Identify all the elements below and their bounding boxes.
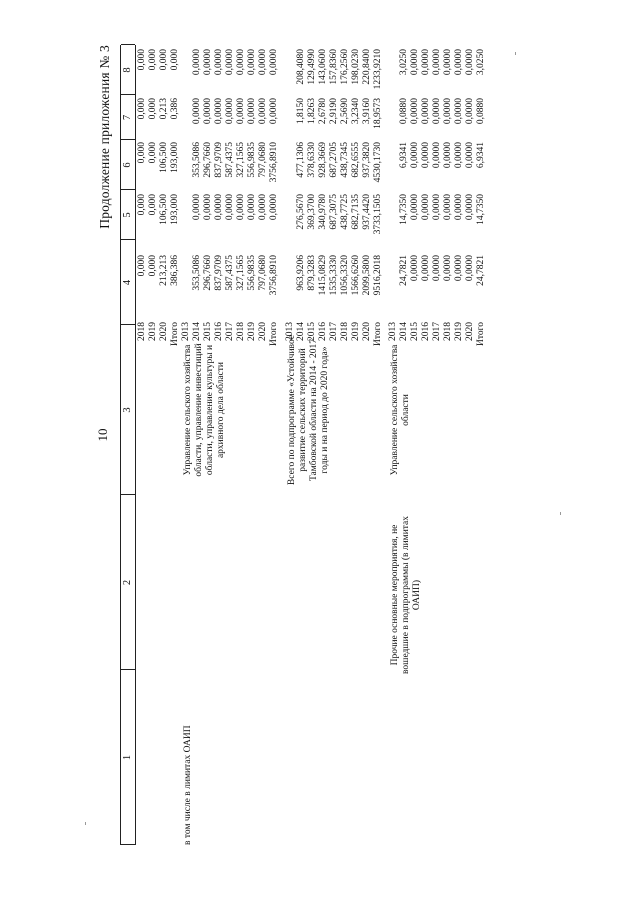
value-cell: 198,0230	[351, 49, 361, 85]
value-column-6	[181, 142, 280, 190]
value-cell: 0,0000	[432, 98, 442, 125]
year-cell: 2017	[329, 322, 339, 341]
value-cell: 3,0250	[476, 49, 486, 76]
value-cell: 340,9780	[318, 194, 328, 230]
value-cell: 0,0000	[443, 142, 453, 169]
value-cell: 353,5086	[192, 142, 202, 178]
year-cell: Итого	[269, 322, 279, 347]
value-cell: 296,7660	[203, 255, 213, 291]
row-label: Прочие основные мероприятия, не вошедшие в подпрограммы (в лимитах ОАИП)	[390, 515, 422, 675]
value-cell	[181, 98, 192, 138]
year-column	[388, 322, 487, 350]
value-cell: 0,0000	[203, 194, 213, 221]
year-cell: 2019	[454, 322, 464, 341]
value-cell: 0,000	[137, 255, 147, 277]
value-cell: 0,000	[148, 194, 158, 216]
value-cell: 0,0000	[465, 194, 475, 221]
value-cell: 193,000	[170, 194, 180, 225]
value-cell: 0,213	[159, 98, 169, 120]
value-cell: 0,0000	[443, 98, 453, 125]
value-cell	[388, 194, 399, 242]
value-cell: 1,8263	[307, 98, 317, 125]
value-column-5	[137, 194, 181, 242]
value-cell: 587,4375	[225, 142, 235, 178]
table-row-group	[388, 45, 490, 845]
value-cell: 0,0000	[443, 49, 453, 76]
value-cell: 0,0000	[454, 194, 464, 221]
value-cell: 1535,3330	[329, 255, 339, 296]
value-column-7	[181, 98, 280, 138]
value-cell: 0,0000	[432, 49, 442, 76]
value-cell: 0,0000	[465, 142, 475, 169]
value-cell: 143,0600	[318, 49, 328, 85]
year-cell: 2020	[159, 322, 169, 341]
value-cell: 0,0000	[421, 142, 431, 169]
year-cell: Итого	[476, 322, 486, 347]
value-cell: 0,0000	[214, 98, 224, 125]
year-column	[181, 322, 280, 350]
value-cell: 2,5690	[340, 98, 350, 125]
value-cell	[285, 194, 296, 242]
year-cell: 2014	[296, 322, 306, 341]
value-cell: 3,0250	[399, 49, 409, 76]
value-cell: 0,0000	[454, 142, 464, 169]
value-column-5	[285, 194, 384, 242]
row-label: в том числе в лимитах ОАИП	[183, 725, 193, 845]
value-cell: 0,0000	[465, 98, 475, 125]
value-cell: 687,2705	[329, 142, 339, 178]
responsible-executor: Управление сельского хозяйства области	[390, 344, 411, 476]
value-cell: 682,6555	[351, 142, 361, 178]
value-cell: 0,000	[137, 142, 147, 164]
value-cell: 0,000	[148, 142, 158, 164]
value-cell: 0,0000	[236, 98, 246, 125]
year-column	[137, 322, 181, 350]
year-cell: 2017	[432, 322, 442, 341]
year-cell: 2015	[203, 322, 213, 341]
value-cell: 0,0000	[454, 255, 464, 282]
value-cell: 0,0880	[476, 98, 486, 125]
value-cell: 0,000	[137, 49, 147, 71]
value-cell: 378,6330	[307, 142, 317, 178]
value-cell: 0,000	[137, 194, 147, 216]
value-cell: 937,4420	[362, 194, 372, 230]
value-cell: 0,0000	[465, 255, 475, 282]
value-cell: 837,9709	[214, 142, 224, 178]
year-cell: 2018	[236, 322, 246, 341]
value-cell: 0,0000	[225, 49, 235, 76]
value-cell: 837,9709	[214, 255, 224, 291]
rotated-table-sheet	[45, 40, 605, 845]
value-cell	[181, 49, 192, 93]
value-column-8	[285, 49, 384, 93]
value-cell: 0,0000	[421, 255, 431, 282]
value-cell: 129,4990	[307, 49, 317, 85]
value-cell: 0,0000	[203, 98, 213, 125]
value-cell: 327,1565	[236, 142, 246, 178]
value-cell	[285, 255, 296, 305]
value-cell: 0,0000	[443, 255, 453, 282]
year-cell: 2015	[410, 322, 420, 341]
value-cell: 296,7660	[203, 142, 213, 178]
year-cell: 2013	[181, 322, 191, 341]
value-cell: 0,0000	[443, 194, 453, 221]
value-column-5	[181, 194, 280, 242]
value-cell: 0,0000	[410, 255, 420, 282]
value-cell: 353,5086	[192, 255, 202, 291]
column-number-header	[120, 45, 136, 845]
subprogram-total-label: Всего по подпрограмме «Устойчивое развитие сельских территорий Тамбовской области на 2014 - 2017 годы и на период до 2020 года»	[287, 334, 330, 486]
value-cell: 157,8360	[329, 49, 339, 85]
value-cell: 6,9341	[476, 142, 486, 169]
value-cell: 0,0000	[269, 194, 279, 221]
value-cell: 797,0680	[258, 142, 268, 178]
value-cell: 0,0000	[214, 194, 224, 221]
value-cell: 0,0000	[432, 194, 442, 221]
value-cell	[181, 142, 192, 190]
scan-speck	[85, 822, 86, 825]
column-divider	[121, 44, 135, 45]
value-cell: 14,7350	[476, 194, 486, 225]
value-column-6	[137, 142, 181, 190]
year-cell: 2020	[258, 322, 268, 341]
year-cell: 2019	[351, 322, 361, 341]
value-cell: 386,386	[170, 255, 180, 286]
header-col-2: 2	[122, 579, 133, 586]
year-cell: Итого	[170, 322, 180, 347]
value-cell: 1415,0829	[318, 255, 328, 296]
value-cell: 0,0000	[247, 98, 257, 125]
table-row-group	[285, 45, 387, 845]
value-column-7	[285, 98, 384, 138]
value-cell: 1,8150	[296, 98, 306, 125]
value-cell: 687,3075	[329, 194, 339, 230]
value-cell: 0,0000	[203, 49, 213, 76]
year-cell: 2013	[388, 322, 398, 341]
value-cell: 438,7345	[340, 142, 350, 178]
value-cell: 0,0000	[247, 49, 257, 76]
value-cell: 0,000	[148, 49, 158, 71]
value-column-4	[137, 255, 181, 305]
value-cell: 0,0000	[432, 142, 442, 169]
value-cell	[181, 255, 192, 305]
year-cell: 2016	[421, 322, 431, 341]
value-cell: 106,500	[159, 194, 169, 225]
value-cell: 2,6780	[318, 98, 328, 125]
value-cell: 0,0000	[454, 49, 464, 76]
year-cell: 2018	[137, 322, 147, 341]
value-cell: 0,0000	[258, 49, 268, 76]
value-cell: 0,0000	[236, 49, 246, 76]
value-cell: 1056,3320	[340, 255, 350, 296]
year-cell: 2015	[307, 322, 317, 341]
value-cell: 0,000	[148, 255, 158, 277]
value-cell: 208,4080	[296, 49, 306, 85]
value-cell: 438,7725	[340, 194, 350, 230]
value-cell: 0,000	[159, 49, 169, 71]
value-cell	[181, 194, 192, 242]
year-cell: 2018	[340, 322, 350, 341]
value-cell: 0,000	[148, 98, 158, 120]
value-cell: 937,3820	[362, 142, 372, 178]
value-cell: 0,0000	[225, 194, 235, 221]
value-cell: 0,0000	[410, 142, 420, 169]
year-cell: 2020	[465, 322, 475, 341]
value-column-6	[388, 142, 487, 190]
value-cell: 797,0680	[258, 255, 268, 291]
value-column-8	[137, 49, 181, 93]
value-cell: 4530,1730	[373, 142, 383, 183]
value-cell: 928,3669	[318, 142, 328, 178]
year-cell: 2014	[192, 322, 202, 341]
value-column-5	[388, 194, 487, 242]
year-cell: Итого	[373, 322, 383, 347]
year-cell: 2016	[214, 322, 224, 341]
value-cell: 0,0880	[399, 98, 409, 125]
value-cell: 3,9160	[362, 98, 372, 125]
year-cell: 2017	[225, 322, 235, 341]
header-col-8: 8	[122, 67, 133, 73]
value-cell: 0,0000	[454, 98, 464, 125]
value-cell: 0,0000	[269, 49, 279, 76]
value-cell: 0,0000	[192, 194, 202, 221]
value-cell: 0,0000	[465, 49, 475, 76]
value-cell: 1233,9210	[373, 49, 383, 90]
value-column-4	[181, 255, 280, 305]
value-cell: 0,0000	[421, 98, 431, 125]
value-cell: 0,0000	[421, 194, 431, 221]
year-column	[285, 322, 384, 350]
value-cell: 0,0000	[432, 255, 442, 282]
header-col-6: 6	[122, 162, 133, 168]
page-number: 10	[95, 428, 110, 442]
value-cell: 0,000	[137, 98, 147, 120]
value-column-7	[137, 98, 181, 138]
value-cell: 0,000	[170, 49, 180, 71]
value-cell: 14,7350	[399, 194, 409, 225]
value-cell: 0,0000	[236, 194, 246, 221]
value-cell: 2,9190	[329, 98, 339, 125]
value-cell	[388, 255, 399, 305]
year-cell: 2014	[399, 322, 409, 341]
value-cell: 3733,1505	[373, 194, 383, 235]
value-cell: 276,5670	[296, 194, 306, 230]
year-cell: 2019	[148, 322, 158, 341]
value-cell	[388, 49, 399, 93]
value-column-4	[388, 255, 487, 305]
value-cell: 0,0000	[192, 98, 202, 125]
value-cell: 0,0000	[247, 194, 257, 221]
value-cell: 106,500	[159, 142, 169, 173]
value-cell: 0,0000	[421, 49, 431, 76]
value-column-4	[285, 255, 384, 305]
header-col-5: 5	[122, 212, 133, 218]
value-column-7	[388, 98, 487, 138]
value-cell: 879,3283	[307, 255, 317, 291]
responsible-executor: Управление сельского хозяйства области, управление инвестиций области, управление культуры и архивного дела области	[183, 343, 226, 477]
year-cell: 2013	[285, 322, 295, 341]
value-cell: 9516,2018	[373, 255, 383, 296]
value-cell: 3756,8910	[269, 255, 279, 296]
value-cell: 0,0000	[269, 98, 279, 125]
value-cell	[285, 98, 296, 138]
value-cell: 0,0000	[410, 49, 420, 76]
value-cell: 3,2340	[351, 98, 361, 125]
value-cell: 1566,6260	[351, 255, 361, 296]
value-cell: 963,9206	[296, 255, 306, 291]
value-cell: 0,0000	[410, 98, 420, 125]
value-cell: 0,0000	[225, 98, 235, 125]
value-cell	[388, 142, 399, 190]
header-col-4: 4	[122, 279, 133, 286]
value-cell: 0,0000	[410, 194, 420, 221]
table-row-group	[181, 45, 283, 845]
header-col-3: 3	[122, 407, 133, 413]
value-cell: 193,000	[170, 142, 180, 173]
value-cell: 0,386	[170, 98, 180, 120]
value-cell: 3756,8910	[269, 142, 279, 183]
value-cell	[388, 98, 399, 138]
value-cell: 176,2560	[340, 49, 350, 85]
value-cell: 0,0000	[258, 98, 268, 125]
header-col-7: 7	[122, 114, 133, 121]
value-cell	[285, 142, 296, 190]
value-cell: 0,0000	[192, 49, 202, 76]
value-cell: 556,9835	[247, 255, 257, 291]
value-cell: 220,8400	[362, 49, 372, 85]
value-cell: 587,4375	[225, 255, 235, 291]
table-row-group	[137, 45, 193, 845]
scan-speck	[515, 52, 516, 55]
value-cell: 327,1565	[236, 255, 246, 291]
value-column-8	[181, 49, 280, 93]
value-cell: 213,213	[159, 255, 169, 286]
value-cell: 24,7821	[399, 255, 409, 286]
scan-speck	[560, 512, 561, 515]
year-cell: 2020	[362, 322, 372, 341]
value-column-8	[388, 49, 487, 93]
value-cell: 6,9341	[399, 142, 409, 169]
value-column-6	[285, 142, 384, 190]
value-cell: 24,7821	[476, 255, 486, 286]
value-cell: 682,7135	[351, 194, 361, 230]
value-cell: 477,1306	[296, 142, 306, 178]
year-cell: 2018	[443, 322, 453, 341]
year-cell: 2019	[247, 322, 257, 341]
value-cell: 0,0000	[214, 49, 224, 76]
value-cell: 0,0000	[258, 194, 268, 221]
value-cell: 2099,5800	[362, 255, 372, 296]
year-cell: 2016	[318, 322, 328, 341]
value-cell: 18,9573	[373, 98, 383, 129]
value-cell	[285, 49, 296, 93]
value-cell: 369,3700	[307, 194, 317, 230]
header-col-1: 1	[122, 754, 133, 761]
continuation-label: Продолжение приложения № 3	[97, 45, 112, 229]
value-cell: 556,9835	[247, 142, 257, 178]
